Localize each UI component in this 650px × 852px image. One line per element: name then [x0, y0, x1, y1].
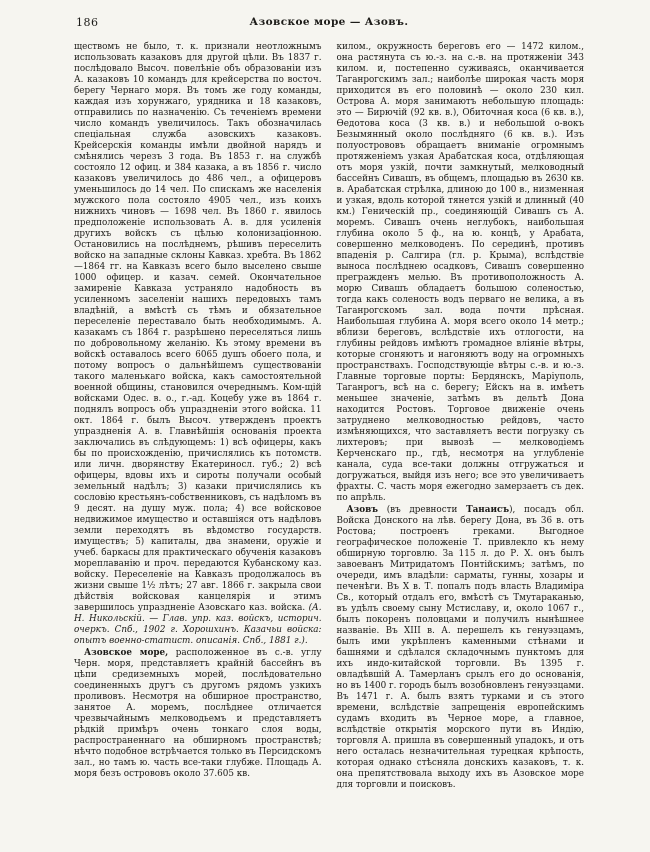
left-column	[74, 42, 322, 791]
bibliography-sources: (А. Н. Никольскій. — Глав. упр. каз. войскъ, историч. очеркъ. Спб., 1902 г. Хорошхинъ. Казачьи войска: опытъ военно-статист. описанія. Спб., 1881 г.).	[74, 603, 322, 646]
right-column	[337, 42, 585, 791]
article-body-azov: ), посадъ обл. Войска Донского на лѣв. берегу Дона, въ 36 в. отъ Ростова; построенъ греками. Выгодное географическое положеніе Т. привлекло къ нему обширную торговлю. За 115 л. до Р. Х. онъ былъ завоеванъ Митридатомъ Понтійскимъ; затѣмъ, по очереди, имъ владѣли: сарматы, гунны, хозары и печенѣги. Въ Х в. Т. попалъ подъ власть Владиміра Св., который отдалъ его, вмѣстѣ съ Тмутараканью, въ удѣлъ своему сыну Мстиславу, и, около 1067 г., былъ покоренъ половцами и получилъ нынѣшнее названіе. Въ XIII в. А. перешелъ къ генуэзцамъ, былъ ими укрѣпленъ каменными стѣнами и башнями и сдѣлался складочнымъ пунктомъ для ихъ индо-китайской торговли. Въ 1395 г. овладѣвшій А. Тамерланъ срылъ его до основанія, но въ 1400 г. городъ былъ возобновленъ генуэзцами. Въ 1471 г. А. былъ взятъ турками и съ этого времени, вслѣдствіе запрещенія европейскимъ судамъ входить въ Черное море, а главное, вслѣдствіе открытія морского пути въ Индію, торговля А. пришла въ совершенный упадокъ, и отъ него осталась незначительная турецкая крѣпость, которая однако стѣсняла донскихъ казаковъ, т. к. она препятствовала выходу ихъ въ Азовское море для торговли и поисковъ.	[336, 505, 584, 790]
article-azovskoe-more	[74, 648, 322, 780]
article-headword-tanais: Танаисъ	[466, 505, 510, 515]
paragraph-continuation-right	[337, 42, 585, 504]
page-number: 186	[76, 16, 99, 29]
page-header	[74, 16, 584, 34]
running-head: Азовское море — Азовъ.	[249, 16, 409, 28]
article-headword-azovskoe-more: Азовское море,	[84, 648, 169, 658]
continuation-text: ществомъ не было, т. к. признали неотложнымъ использовать казаковъ для другой цѣли. Въ 1837 г. послѣдовало Высоч. повелѣніе объ образованіи изъ А. казаковъ 10 командъ для крейсерства по восточ. берегу Чернаго моря. Въ томъ же году команды, каждая изъ хорунжаго, урядника и 18 казаковъ, отправились по назначенію. Съ теченіемъ времени число командъ увеличилось. Такъ обозначилась спеціальная служба азовскихъ казаковъ. Крейсерскія команды имѣли двойной нарядъ и смѣнялись черезъ 3 года. Въ 1853 г. на службѣ состояло 12 офиц. и 384 казака, а въ 1856 г. число казаковъ увеличилось до 486 чел., а офицеровъ уменьшилось до 14 чел. По спискамъ же населенія мужского пола состояло 4905 чел., изъ коихъ нижнихъ чиновъ — 1698 чел. Въ 1860 г. явилось предположеніе использовать А. в. для усиленія другихъ войскъ съ цѣлью колонизаціонною. Остановились на послѣднемъ, рѣшивъ переселить войско на западные склоны Кавказ. хребта. Въ 1862—1864 гг. на Кавказъ всего было выселено свыше 1000 офицер. и казач. семей. Окончательное замиреніе Кавказа устраняло надобность въ усиленномъ заселеніи нашихъ передовыхъ тамъ владѣній, а вмѣстѣ съ тѣмъ и обязательное переселеніе переставало быть необходимымъ. А. казакамъ съ 1864 г. разрѣшено переселяться лишь по добровольному желанію. Къ этому времени въ войскѣ оставалось всего 6065 душъ обоего пола, и потому вопросъ о дальнѣйшемъ существованіи такого маленькаго войска, какъ самостоятельной военной общины, становился очереднымъ. Ком-щій войсками Одес. в. о., г.-ад. Коцебу уже въ 1864 г. поднялъ вопросъ объ упраздненіи этого войска. 11 окт. 1864 г. былъ Высоч. утвержденъ проектъ упраздненія А. в. Главнѣйшія основанія проекта заключались въ слѣдующемъ: 1) всѣ офицеры, какъ бы по происхожденію, причислялись къ потомств. или личн. дворянству Екатериносл. губ.; 2) всѣ офицеры, вдовы ихъ и сироты получали особый земельный надѣлъ; 3) казаки причислялись къ сословію крестьянъ-собственниковъ, съ надѣломъ въ 9 десят. на душу муж. пола; 4) все войсковое недвижимое имущество и оставшіяся отъ надѣловъ земли переходятъ въ вѣдомство государств. имуществъ; 5) капиталы, два знамени, оружіе и учеб. баркасы для практическаго обученія казаковъ мореплаванію и проч. передаются Кубанскому каз. войску. Переселеніе на Кавказъ продолжалось въ жизни свыше 1½ лѣтъ; 27 авг. 1866 г. закрыла свои дѣйствія войсковая канцелярія и этимъ завершилось упраздненіе Азовскаго каз. войска.	[74, 42, 322, 613]
text-columns	[74, 42, 584, 791]
article-azov	[337, 505, 585, 791]
article-azov-mid: (въ древности	[378, 505, 467, 515]
article-body-azovskoe-more: расположенное въ с.-в. углу Черн. моря, представляетъ крайній бассейнъ въ цѣпи средиземныхъ морей, послѣдовательно соединенныхъ другъ съ другомъ рядомъ узкихъ проливовъ. Несмотря на обширное пространство, занятое А. моремъ, послѣднее отличается чрезвычайнымъ мелководьемъ и представляетъ рѣдкій примѣръ очень тонкаго слоя воды, распространеннаго на обширномъ пространствѣ; нѣчто подобное встрѣчается только въ Персидскомъ зал., но тамъ ю. часть все-таки глубже. Площадь А. моря безъ острововъ около 37.605 кв.	[74, 648, 322, 779]
article-headword-azov: Азовъ	[346, 505, 379, 515]
continuation-text-right: килом., окружность береговъ его — 1472 килом., она растянута съ ю.-з. на с.-в. на протяженіи 343 килом. и, постепенно суживаясь, оканчивается Таганрогскимъ зал.; наиболѣе широкая часть моря приходится въ его половинѣ — около 230 кил. Острова А. моря занимаютъ небольшую площадь: это — Бирючій (92 кв. в.), Обиточная коса (6 кв. в.), Ѳедотова коса (3 кв. в.) и небольшой о-вокъ Безымянный около послѣдняго (6 кв. в.). Изъ полуострововъ обращаетъ вниманіе огромнымъ протяженіемъ узкая Арабатская коса, отдѣляющая отъ моря узкій, почти замкнутый, мелководный бассейнъ Сивашъ, въ общемъ, площадью въ 2630 кв. в. Арабатская стрѣлка, длиною до 100 в., низменная и узкая, вдоль которой тянется узкій и длинный (40 км.) Геническій пр., соединяющій Сивашъ съ А. моремъ. Сивашъ очень неглубокъ, наибольшая глубина около 5 ф., на ю. концѣ, у Арабата, совершенно мелководенъ. По серединѣ, противъ впаденія р. Салгира (гл. р. Крыма), вслѣдствіе выноса послѣднею осадковъ, Сивашъ совершенно прегражденъ мелью. Въ противоположность А. морю Сивашъ обладаетъ большою соленостью, тогда какъ соленость водъ перваго не велика, а въ Таганрогскомъ зал. вода почти прѣсная. Наибольшая глубина А. моря всего около 14 метр.; вблизи береговъ, вслѣдствіе ихъ отлогости, на глубины рейдовъ имѣютъ громадное вліяніе вѣтры, которые сгоняютъ и нагоняютъ воду на огромныхъ пространствахъ. Господствующіе вѣтры с.-в. и ю.-з. Главные торговые порты: Бердянскъ, Маріуполь, Таганрогъ, всѣ на с. берегу; Ейскъ на в. имѣетъ меньшее значеніе, затѣмъ въ дельтѣ Дона находится Ростовъ. Торговое движеніе очень затруднено мелководностью рейдовъ, часто измѣняющихся, что заставляетъ вести погрузку съ лихтеровъ; при вывозѣ — мелководіемъ Керченскаго пр., гдѣ, несмотря на углубленіе канала, суда все-таки должны отгружаться и догружаться, выйдя изъ него; все это увеличиваетъ фрахты. С. часть моря ежегодно замерзаетъ съ дек. по апрѣль.	[336, 42, 584, 503]
paragraph-continuation-left	[74, 42, 322, 647]
